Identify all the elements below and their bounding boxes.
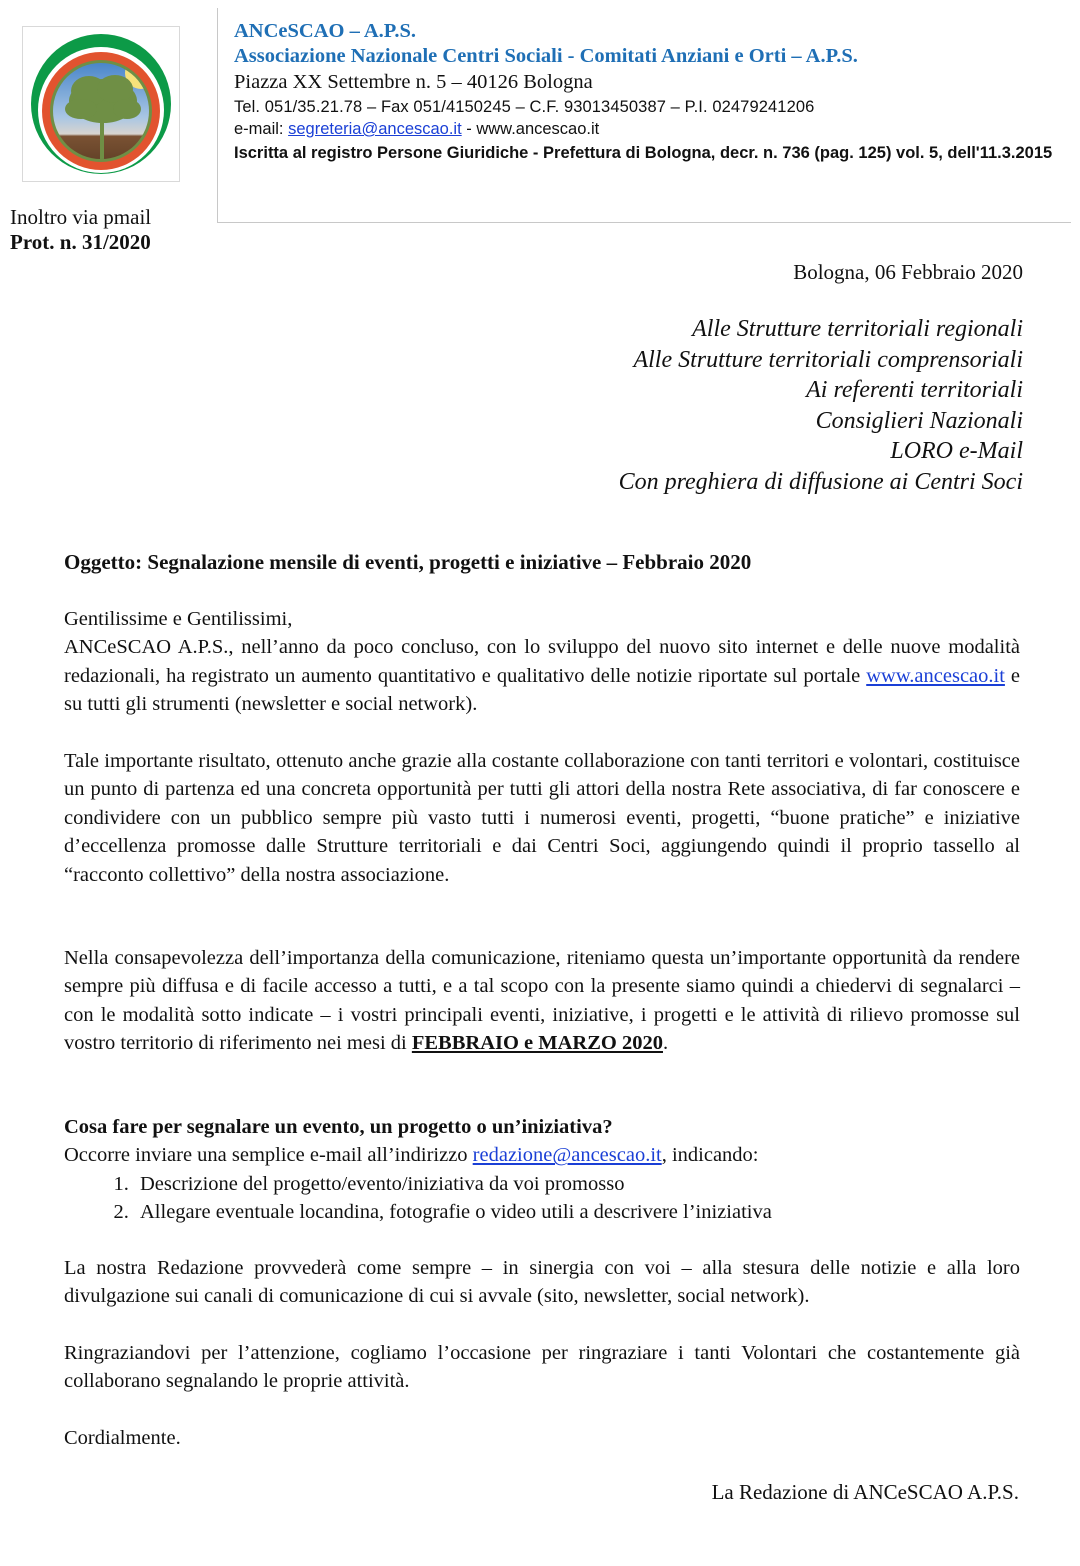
org-short-name: ANCeSCAO – A.P.S. [234, 20, 417, 42]
website-link[interactable]: www.ancescao.it [866, 664, 1005, 687]
recipient: Alle Strutture territoriali comprensoriali [633, 346, 1023, 373]
org-email-line [234, 120, 599, 139]
paragraph-text [64, 633, 1020, 718]
tree-emblem-icon [23, 27, 179, 181]
letter-subject: Oggetto: Segnalazione mensile di eventi, progetti e iniziative – Febbraio 2020 [64, 550, 752, 574]
paragraph-results: Tale importante risultato, ottenuto anche grazie alla costante collaborazione con tanti territori e volontari, costituisce un punto di partenza ed una concreta opportunità per tutti gli attori della nostra Rete associativa, di far conoscere e condividere con un pubblico sempre più vasto tutti i numerosi eventi, progetti, “buone pratiche” e iniziative d’eccellenza promosse dalle Strutture territoriali e dai Centri Soci, aggiungendo quindi il proprio tassello al “racconto collettivo” della nostra associazione. [64, 750, 1020, 886]
paragraph-redazione: La nostra Redazione provvederà come sempre – in sinergia con voi – alla stesura delle notizie e alla loro divulgazione sui canali di comunicazione di cui si avvale (sito, newsletter, social network). [64, 1257, 1020, 1308]
closing: Cordialmente. [64, 1427, 181, 1449]
recipient: LORO e-Mail [890, 438, 1023, 465]
paragraph-thanks: Ringraziandovi per l’attenzione, cogliamo l’occasione per ringraziare i tanti Volontari che costantemente già collaborano segnalando le proprie attività. [64, 1342, 1020, 1393]
howto-instructions [64, 1141, 1020, 1169]
recipient: Ai referenti territoriali [806, 377, 1023, 404]
email-label: e-mail: [234, 120, 289, 138]
org-address: Piazza XX Settembre n. 5 – 40126 Bologna [234, 71, 593, 93]
text-segment: ANCeSCAO A.P.S., nell’anno da poco concluso, con lo sviluppo del nuovo sito internet e delle nuove modalità redazionali, ha registrato un aumento quantitativo e qualitativo delle notizie riportate sul portale [64, 636, 1020, 687]
text-segment: e su tutti gli strumenti (newsletter e social network). [64, 664, 1020, 716]
howto-title: Cosa fare per segnalare un evento, un progetto o un’iniziativa? [64, 1116, 613, 1138]
text-segment: Nella consapevolezza dell’importanza della comunicazione, riteniamo questa un’importante opportunità da rendere sempre più diffusa e di facile accesso a tutti, e a tal scopo con la presente siamo quindi a chiedervi di segnalarci – con le modalità sotto indicate – i vostri principali eventi, iniziative, i progetti e le attività di rilievo promosse sul vostro territorio di riferimento nei mesi di [64, 947, 1020, 1055]
protocol-number: Prot. n. 31/2020 [10, 230, 151, 254]
signature: La Redazione di ANCeSCAO A.P.S. [711, 1480, 1019, 1504]
text-segment: Occorre inviare una semplice e-mail all’indirizzo [64, 1144, 473, 1167]
months-emphasis: FEBBRAIO e MARZO 2020 [411, 1032, 663, 1055]
greeting: Gentilissime e Gentilissimi, [64, 608, 293, 630]
email-link[interactable]: segreteria@ancescao.it [288, 120, 462, 138]
paragraph-intro [64, 605, 1020, 719]
forward-note [10, 205, 151, 255]
org-contacts: Tel. 051/35.21.78 – Fax 051/4150245 – C.F. 93013450387 – P.I. 02479241206 [234, 98, 815, 116]
org-registration: Iscritta al registro Persone Giuridiche - Prefettura di Bologna, decr. n. 736 (pag. 125) vol. 5, dell'11.3.2015 [234, 144, 1053, 162]
letterhead [217, 8, 1071, 223]
text-segment: , indicando: [661, 1144, 759, 1167]
recipients-list [619, 314, 1023, 498]
text-segment: . [662, 1032, 669, 1055]
redazione-email-link[interactable]: redazione@ancescao.it [472, 1144, 662, 1167]
recipient: Con preghiera di diffusione ai Centri Soci [618, 468, 1023, 495]
step-item: 1. Descrizione del progetto/evento/iniziativa da voi promosso [134, 1170, 1020, 1198]
howto-section [64, 1113, 1020, 1227]
recipient: Consiglieri Nazionali [815, 407, 1023, 434]
step-item: 2. Allegare eventuale locandina, fotografie o video utili a descrivere l’iniziativa [134, 1198, 1020, 1226]
organization-logo [22, 26, 180, 182]
recipient: Alle Strutture territoriali regionali [692, 316, 1023, 342]
forward-method: Inoltro via pmail [10, 205, 152, 229]
website-text: - www.ancescao.it [461, 120, 600, 138]
letter-date: Bologna, 06 Febbraio 2020 [793, 260, 1023, 284]
steps-list [64, 1170, 1020, 1227]
org-full-name: Associazione Nazionale Centri Sociali - Comitati Anziani e Orti – A.P.S. [234, 45, 858, 67]
paragraph-request [64, 944, 1020, 1058]
